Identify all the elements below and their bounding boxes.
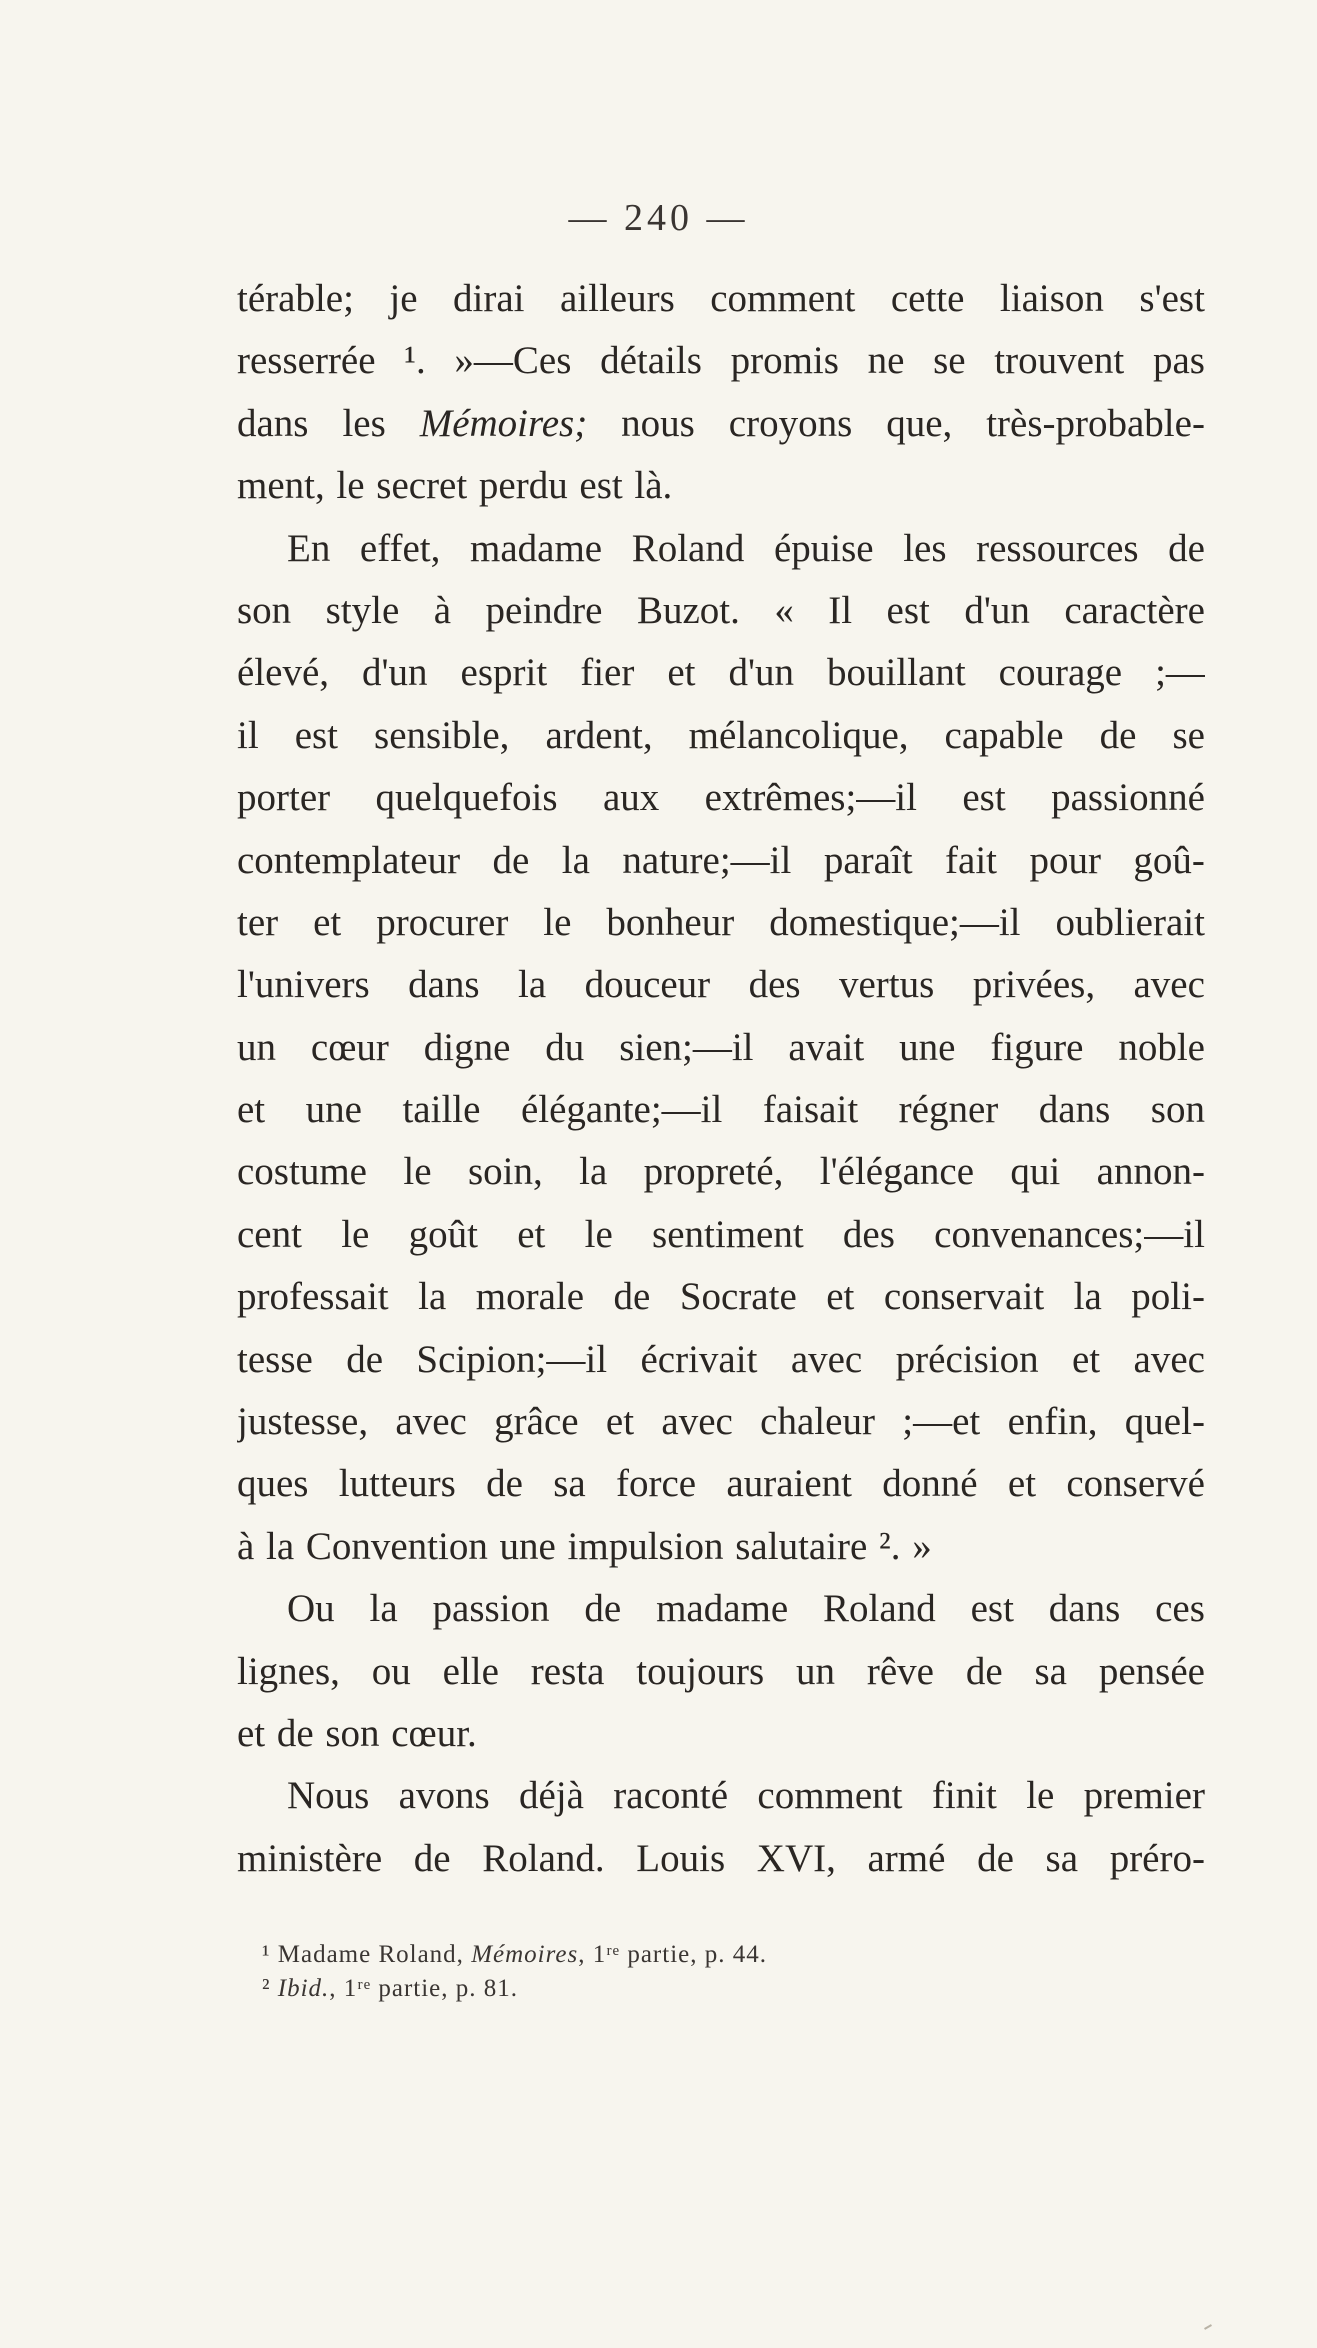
word: et <box>313 900 342 944</box>
word: Socrate <box>679 1275 797 1319</box>
word: procurer <box>376 900 509 944</box>
word: lignes, <box>237 1649 340 1693</box>
word: resserrée <box>237 339 376 383</box>
word: aux <box>602 776 660 820</box>
word: sien;—il <box>619 1025 754 1069</box>
word: le <box>1026 1774 1055 1818</box>
word: convenances;—il <box>934 1212 1205 1256</box>
word: d'un <box>728 651 795 695</box>
word: avec <box>790 1337 863 1381</box>
word-space <box>568 455 580 517</box>
word: sa <box>553 1462 586 1506</box>
word: déjà <box>519 1774 584 1818</box>
word: d'un <box>964 588 1030 632</box>
text-line <box>237 393 1205 455</box>
footnote-mark: ² <box>262 1975 271 2002</box>
word: propreté, <box>643 1150 784 1194</box>
word: pensée <box>1098 1649 1205 1693</box>
word: salutaire <box>735 1524 868 1568</box>
word: madame <box>656 1587 789 1631</box>
word: est <box>970 1587 1014 1631</box>
word: peindre <box>485 588 603 632</box>
word: domestique;—il <box>769 900 1021 944</box>
word: armé <box>867 1836 946 1880</box>
word: et <box>605 1400 635 1444</box>
word: passionné <box>1051 776 1205 820</box>
word: ¹. <box>404 339 426 383</box>
word: style <box>325 588 400 632</box>
word: ministère <box>237 1836 383 1880</box>
word: sentiment <box>652 1212 804 1256</box>
word: et <box>517 1212 546 1256</box>
footnote <box>262 1938 1192 1972</box>
word: de <box>584 1587 622 1631</box>
word-space <box>314 1703 326 1765</box>
word: quelquefois <box>375 776 558 820</box>
footnotes <box>262 1938 1192 2006</box>
word: sa <box>1045 1836 1079 1880</box>
word: croyons <box>728 401 853 445</box>
word: l'élégance <box>819 1150 975 1194</box>
word: là. <box>634 464 673 508</box>
word: figure <box>990 1025 1084 1069</box>
text-line <box>237 954 1205 1016</box>
word: raconté <box>613 1774 729 1818</box>
word: extrêmes;—il <box>704 776 917 820</box>
word: chaleur <box>760 1400 875 1444</box>
word: dans <box>237 401 309 445</box>
word: de <box>492 838 530 882</box>
word-space <box>254 1516 266 1578</box>
word: le <box>584 1212 613 1256</box>
word: ;—et <box>902 1400 981 1444</box>
word: annon- <box>1096 1150 1205 1194</box>
word: les <box>903 526 947 570</box>
word: privées, <box>972 963 1096 1007</box>
word: et <box>1072 1337 1101 1381</box>
word: écrivait <box>640 1337 758 1381</box>
word: avec <box>1133 963 1205 1007</box>
page-number: — 240 — <box>568 197 749 239</box>
word: secret <box>376 464 468 508</box>
word: bonheur <box>606 900 735 944</box>
word: fait <box>945 838 998 882</box>
word: ;— <box>1155 651 1205 695</box>
word: »—Ces <box>454 339 572 383</box>
word: Louis <box>636 1836 726 1880</box>
word: et <box>826 1275 855 1319</box>
word: sa <box>1034 1649 1067 1693</box>
word-space <box>556 1516 568 1578</box>
word: tesse <box>237 1337 313 1381</box>
footnote-text: Madame Roland, <box>270 1941 472 1968</box>
word: la <box>1073 1275 1102 1319</box>
word: resta <box>530 1649 605 1693</box>
word: de <box>977 1836 1014 1880</box>
word: la <box>266 1524 295 1568</box>
word-space <box>365 455 377 517</box>
word: une <box>305 1088 362 1132</box>
word-space <box>623 455 635 517</box>
word: impulsion <box>567 1524 724 1568</box>
word: est <box>962 776 1006 820</box>
word: costume <box>237 1150 367 1194</box>
word: esprit <box>460 651 548 695</box>
word: conservait <box>883 1275 1045 1319</box>
word: trouvent <box>994 339 1125 383</box>
word: taille <box>402 1088 481 1132</box>
word: très-probable- <box>986 401 1205 445</box>
footnote-mark: ¹ <box>262 1941 271 1968</box>
word-space <box>901 1516 913 1578</box>
word: cent <box>237 1212 302 1256</box>
word: porter <box>237 776 331 820</box>
word: de <box>346 1337 384 1381</box>
word: dans <box>1048 1587 1121 1631</box>
body-text <box>237 268 1205 1890</box>
word: avec <box>1133 1337 1205 1381</box>
word: est <box>294 713 339 757</box>
word: Scipion;—il <box>416 1337 608 1381</box>
word: Roland <box>631 526 745 570</box>
word: le <box>543 900 572 944</box>
text-line <box>237 767 1205 829</box>
word: à <box>237 1524 255 1568</box>
word: de <box>276 1711 314 1755</box>
word: une <box>499 1524 556 1568</box>
word: perdu <box>478 464 568 508</box>
word: fier <box>580 651 635 695</box>
word: mélancolique, <box>688 713 909 757</box>
text-line <box>237 830 1205 892</box>
word: nature;—il <box>622 838 792 882</box>
word: Convention <box>305 1524 488 1568</box>
text-line <box>237 1578 1205 1640</box>
text-line <box>237 1204 1205 1266</box>
word: une <box>899 1025 956 1069</box>
word: « <box>774 588 794 632</box>
word: soin, <box>467 1150 543 1194</box>
word: Roland. <box>482 1836 605 1880</box>
word: avec <box>395 1400 467 1444</box>
text-line <box>237 268 1205 330</box>
word: comment <box>710 277 856 320</box>
word: ment, <box>237 464 325 508</box>
word: ou <box>371 1649 411 1693</box>
word: Buzot. <box>636 588 740 632</box>
word: et <box>237 1088 266 1132</box>
word: elle <box>442 1649 499 1693</box>
text-line <box>237 642 1205 704</box>
word: ardent, <box>545 713 653 757</box>
word: noble <box>1118 1025 1205 1069</box>
word: oublierait <box>1055 900 1205 944</box>
text-line <box>237 580 1205 642</box>
word: rêve <box>866 1649 934 1693</box>
word: cœur. <box>391 1711 477 1755</box>
word: à <box>433 588 452 632</box>
text-line <box>237 1079 1205 1141</box>
text-line <box>237 1703 1205 1765</box>
word: sensible, <box>374 713 510 757</box>
word-space <box>724 1516 736 1578</box>
word: de <box>613 1275 651 1319</box>
text-line <box>237 1765 1205 1827</box>
word: la <box>561 838 590 882</box>
word: Ou <box>287 1587 335 1631</box>
word: capable <box>944 713 1064 757</box>
word-space <box>488 1516 500 1578</box>
word: avait <box>788 1025 865 1069</box>
word: ter <box>237 900 279 944</box>
word: caractère <box>1064 588 1205 632</box>
text-line <box>237 455 1205 517</box>
word: En <box>287 526 331 570</box>
word: des <box>748 963 801 1007</box>
text-line <box>237 1017 1205 1079</box>
word: madame <box>470 526 603 570</box>
word: du <box>545 1025 585 1069</box>
word: comment <box>757 1774 903 1818</box>
word: se <box>933 339 966 383</box>
text-line <box>237 1516 1205 1578</box>
word-space <box>325 455 337 517</box>
word: le <box>403 1150 432 1194</box>
word: la <box>418 1275 447 1319</box>
word: il <box>237 713 259 757</box>
footnote <box>262 1972 1192 2006</box>
word: donné <box>882 1462 978 1506</box>
word: le <box>336 464 365 508</box>
word: ressources <box>976 526 1139 570</box>
word: des <box>842 1212 895 1256</box>
word-space <box>467 455 479 517</box>
word: auraient <box>726 1462 852 1506</box>
text-line <box>237 1828 1205 1890</box>
word: paraît <box>823 838 913 882</box>
text-line <box>237 518 1205 580</box>
word: Mémoires; <box>419 401 588 445</box>
text-line <box>237 1141 1205 1203</box>
word: pas <box>1152 339 1205 383</box>
word: avec <box>661 1400 733 1444</box>
text-line <box>237 1329 1205 1391</box>
word: cœur <box>310 1025 389 1069</box>
word: liaison <box>999 277 1104 320</box>
word: est <box>579 464 623 508</box>
word: d'un <box>362 651 428 695</box>
text-line <box>237 892 1205 954</box>
word: térable; <box>237 277 354 320</box>
footnote-reference: , 1ʳᵉ partie, p. 81. <box>329 1975 519 2002</box>
word: son <box>237 588 292 632</box>
word: ne <box>867 339 905 383</box>
word: quel- <box>1124 1400 1205 1444</box>
word: régner <box>898 1088 999 1132</box>
word: détails <box>600 339 702 383</box>
word: un <box>237 1025 276 1069</box>
word: goû- <box>1133 838 1205 882</box>
word: vertus <box>838 963 935 1007</box>
word: douceur <box>584 963 711 1007</box>
footnote-text <box>271 1975 278 2002</box>
word: préro- <box>1109 1836 1205 1880</box>
word: Il <box>828 588 853 632</box>
word: poli- <box>1131 1275 1205 1319</box>
footnote-title: Mémoires <box>471 1941 579 1968</box>
word-space <box>294 1516 306 1578</box>
word: est <box>886 588 930 632</box>
word: dirai <box>453 277 525 320</box>
word: de <box>1168 526 1205 570</box>
word: XVI, <box>756 1836 836 1880</box>
word: goût <box>408 1212 478 1256</box>
word: cette <box>890 277 965 320</box>
word: les <box>342 401 386 445</box>
word: ces <box>1155 1587 1205 1631</box>
word: promis <box>730 339 839 383</box>
word: premier <box>1083 1774 1205 1818</box>
word: la <box>518 963 547 1007</box>
word: s'est <box>1139 277 1205 320</box>
word: dans <box>1038 1088 1111 1132</box>
word: ques <box>237 1462 309 1506</box>
word: toujours <box>636 1649 765 1693</box>
word: de <box>965 1649 1003 1693</box>
word: que, <box>886 401 953 445</box>
word: de <box>486 1462 523 1506</box>
word: finit <box>931 1774 997 1818</box>
word: pour <box>1029 838 1101 882</box>
paper-speck <box>1204 2324 1212 2330</box>
text-line <box>237 330 1205 392</box>
text-line <box>237 1391 1205 1453</box>
text-line <box>237 705 1205 767</box>
word: force <box>615 1462 697 1506</box>
word: je <box>389 277 418 320</box>
text-line <box>237 1266 1205 1328</box>
word-space <box>867 1516 879 1578</box>
word: et <box>1007 1462 1037 1506</box>
word: élégante;—il <box>520 1088 723 1132</box>
text-line <box>237 1453 1205 1515</box>
word: le <box>341 1212 370 1256</box>
word: faisait <box>762 1088 859 1132</box>
word: professait <box>237 1275 389 1319</box>
word: et <box>237 1711 266 1755</box>
word-space <box>265 1703 277 1765</box>
word: courage <box>998 651 1123 695</box>
word: se <box>1172 713 1205 757</box>
word: conservé <box>1066 1462 1205 1506</box>
word: épuise <box>773 526 874 570</box>
word: bouillant <box>827 651 966 695</box>
word: digne <box>423 1025 511 1069</box>
word: enfin, <box>1007 1400 1098 1444</box>
word: effet, <box>359 526 441 570</box>
word: son <box>1150 1088 1205 1132</box>
word: morale <box>475 1275 585 1319</box>
footnote-title: Ibid. <box>277 1975 330 2002</box>
word: ². <box>879 1524 901 1568</box>
word: et <box>667 651 696 695</box>
word: l'univers <box>237 963 370 1007</box>
word: ailleurs <box>559 277 675 320</box>
word: grâce <box>494 1400 579 1444</box>
word: Nous <box>287 1774 370 1818</box>
word: la <box>369 1587 398 1631</box>
word: la <box>579 1150 608 1194</box>
word: lutteurs <box>338 1462 456 1506</box>
word: de <box>1099 713 1137 757</box>
word: dans <box>408 963 480 1007</box>
word-space <box>380 1703 392 1765</box>
word: avons <box>398 1774 490 1818</box>
word: élevé, <box>237 651 330 695</box>
word: Roland <box>823 1587 936 1631</box>
word: » <box>912 1524 932 1568</box>
word: justesse, <box>237 1400 369 1444</box>
text-line <box>237 1641 1205 1703</box>
word: nous <box>621 401 695 445</box>
word: précision <box>895 1337 1039 1381</box>
word: un <box>795 1649 835 1693</box>
footnote-reference: , 1ʳᵉ partie, p. 44. <box>578 1941 767 1968</box>
word: contemplateur <box>237 838 461 882</box>
word: de <box>413 1836 451 1880</box>
word: passion <box>432 1587 550 1631</box>
word: qui <box>1010 1150 1061 1194</box>
word: son <box>325 1711 380 1755</box>
